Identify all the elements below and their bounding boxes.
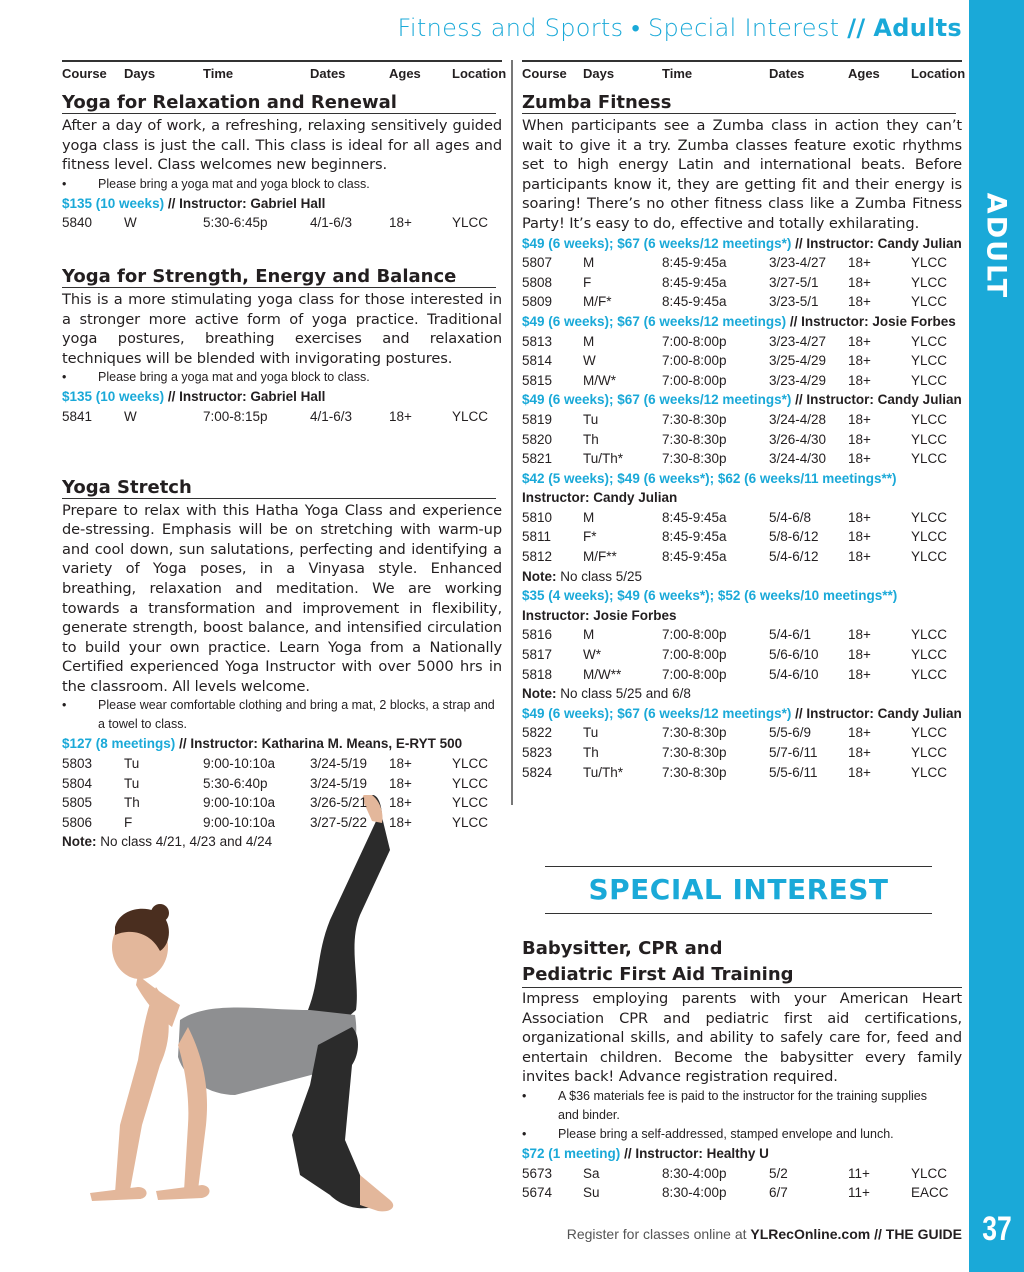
- table-row: [522, 292, 962, 312]
- course-price: $135 (10 weeks): [62, 389, 165, 405]
- course-instructor: // Instructor: Healthy U: [624, 1145, 769, 1161]
- course-price-line: [522, 704, 962, 724]
- cell-location: YLCC: [911, 666, 948, 682]
- cell-ages: 18+: [848, 372, 871, 388]
- cell-days: Tu/Th*: [583, 764, 624, 780]
- cell-days: Th: [583, 431, 599, 447]
- cell-time: 7:00-8:15p: [203, 408, 268, 424]
- course-description: After a day of work, a refreshing, relaxing sensitively guided yoga class is just the call. This class is ideal for all ages and fitness level. Class welcomes new beginners.: [62, 117, 502, 174]
- cell-ages: 18+: [848, 509, 871, 525]
- cell-dates: 6/7: [769, 1185, 788, 1201]
- cell-days: M: [583, 255, 595, 271]
- course-price: $42 (5 weeks); $49 (6 weeks*); $62 (6 weeks/11 meetings**): [522, 470, 897, 486]
- cell-location: YLCC: [911, 725, 948, 741]
- cell-dates: 5/8-6/12: [769, 529, 819, 545]
- left-column: [62, 60, 507, 852]
- header-ages: Ages: [389, 66, 421, 81]
- course-price: $49 (6 weeks); $67 (6 weeks/12 meetings*): [522, 235, 792, 251]
- audience-label: Adults: [873, 14, 962, 42]
- course-instructor: // Instructor: Gabriel Hall: [167, 195, 326, 211]
- cell-dates: 5/4-6/8: [769, 509, 812, 525]
- table-row: [62, 213, 502, 233]
- cell-time: 8:45-9:45a: [662, 274, 727, 290]
- cell-course: 5819: [522, 411, 553, 427]
- cell-days: M/F**: [583, 549, 617, 565]
- note-text: No class 5/25: [556, 568, 643, 584]
- cell-course: 5674: [522, 1185, 553, 1201]
- cell-location: YLCC: [911, 549, 948, 565]
- course-note: [522, 567, 962, 587]
- cell-location: YLCC: [911, 333, 948, 349]
- course-price-line: [522, 234, 962, 254]
- cell-location: YLCC: [452, 814, 489, 830]
- cell-days: F: [124, 814, 133, 830]
- course-title: Yoga for Strength, Energy and Balance: [62, 266, 496, 288]
- course-bullet: • Please bring a yoga mat and yoga block to class.: [62, 175, 502, 194]
- cell-time: 8:45-9:45a: [662, 529, 727, 545]
- cell-dates: 5/7-6/11: [769, 745, 818, 760]
- cell-course: 5803: [62, 756, 93, 772]
- cell-location: YLCC: [911, 451, 948, 467]
- course-bullet: • Please bring a yoga mat and yoga block to class.: [62, 368, 502, 387]
- cell-dates: 3/23-4/27: [769, 255, 827, 271]
- cell-dates: 3/24-4/28: [769, 411, 827, 427]
- footer-website-link[interactable]: YLRecOnline.com: [750, 1226, 871, 1242]
- cell-course: 5806: [62, 814, 93, 830]
- course-price: $127 (8 meetings): [62, 736, 176, 752]
- cell-days: M: [583, 627, 595, 643]
- column-divider: [511, 60, 513, 805]
- course-instructor: Instructor: Josie Forbes: [522, 607, 677, 623]
- cell-days: Th: [583, 745, 599, 760]
- cell-days: M: [583, 333, 595, 349]
- header-course: Course: [62, 66, 107, 81]
- cell-course: 5809: [522, 294, 553, 310]
- cell-dates: 3/24-4/30: [769, 451, 827, 467]
- cell-days: W*: [583, 647, 601, 663]
- course-bullet: [62, 696, 502, 734]
- course-price-line: [62, 194, 502, 214]
- cell-course: 5808: [522, 274, 553, 290]
- cell-location: YLCC: [911, 745, 948, 760]
- cell-location: YLCC: [452, 775, 489, 791]
- cell-days: W: [124, 408, 137, 424]
- cell-course: 5822: [522, 725, 553, 741]
- cell-location: YLCC: [911, 647, 948, 663]
- bullet-line: A $36 materials fee is paid to the instructor for the training supplies: [558, 1088, 927, 1103]
- cell-ages: 18+: [848, 725, 871, 741]
- cell-ages: 18+: [848, 764, 871, 780]
- cell-days: Th: [124, 795, 140, 811]
- cell-time: 8:30-4:00p: [662, 1185, 727, 1201]
- cell-ages: 18+: [848, 294, 871, 310]
- cell-course: 5673: [522, 1165, 553, 1181]
- cell-time: 5:30-6:40p: [203, 775, 268, 791]
- cell-dates: 3/23-5/1: [769, 294, 819, 310]
- cell-dates: 5/4-6/1: [769, 627, 812, 643]
- cell-time: 8:45-9:45a: [662, 509, 727, 525]
- cell-days: Tu: [124, 756, 140, 772]
- bullet-line: a towel to class.: [98, 717, 187, 732]
- table-row: [522, 430, 962, 450]
- course-bullet: [522, 1087, 962, 1125]
- course-price-line: [62, 387, 502, 407]
- cell-dates: 5/5-6/9: [769, 725, 812, 741]
- cell-days: W: [583, 353, 596, 369]
- cell-location: YLCC: [911, 1165, 948, 1181]
- course-note: [62, 832, 502, 852]
- table-row: [522, 665, 962, 685]
- cell-time: 8:45-9:45a: [662, 549, 727, 565]
- table-row: [522, 743, 962, 763]
- cell-days: W: [124, 215, 137, 231]
- cell-location: YLCC: [911, 627, 948, 643]
- cell-ages: 18+: [389, 408, 412, 424]
- cell-dates: 3/25-4/29: [769, 353, 827, 369]
- cell-days: Su: [583, 1185, 600, 1201]
- cell-course: 5821: [522, 451, 553, 467]
- cell-ages: 18+: [848, 745, 871, 760]
- course-description: Impress employing parents with your American Heart Association CPR and pediatric first aid certifications, organizational skills, and ability to safely care for, feed and entertain children. Become the babysitter every family invites back! Advance registration required.: [522, 990, 962, 1086]
- cell-ages: 18+: [389, 215, 412, 231]
- course-price: $72 (1 meeting): [522, 1145, 621, 1161]
- cell-ages: 18+: [848, 431, 871, 447]
- cell-ages: 18+: [848, 353, 871, 369]
- course-price: $49 (6 weeks); $67 (6 weeks/12 meetings): [522, 313, 787, 329]
- table-row: [522, 410, 962, 430]
- cell-ages: 18+: [848, 255, 871, 271]
- babysitter-course: [522, 935, 962, 1203]
- table-row: [62, 813, 502, 833]
- bullet-line: Please wear comfortable clothing and bring a mat, 2 blocks, a strap and: [98, 698, 495, 713]
- cell-days: M/F*: [583, 294, 612, 310]
- cell-location: YLCC: [911, 372, 948, 388]
- cell-course: 5804: [62, 775, 93, 791]
- course-price: $35 (4 weeks); $49 (6 weeks*); $52 (6 weeks/10 meetings**): [522, 588, 898, 604]
- course-instructor: // Instructor: Candy Julian: [795, 235, 962, 251]
- cell-location: YLCC: [452, 215, 489, 231]
- cell-location: YLCC: [452, 408, 489, 424]
- course-description: When participants see a Zumba class in action they can’t wait to give it a try. Zumba classes feature exotic rhythms set to high energy Latin and international beats. Before participants know it, they are getting fit and their energy is soaring! There’s no other fitness class like a Zumba Fitness Party! It’s easy to do, effective and totally exhilarating.: [522, 117, 962, 232]
- page-number: 37: [982, 1210, 1012, 1248]
- footer-guide-label: // THE GUIDE: [870, 1226, 962, 1242]
- cell-ages: 18+: [848, 549, 871, 565]
- header-location: Location: [911, 66, 966, 81]
- cell-ages: 18+: [848, 647, 871, 663]
- course-instructor: // Instructor: Candy Julian: [795, 705, 962, 721]
- cell-course: 5811: [522, 529, 552, 545]
- note-text: No class 4/21, 4/23 and 4/24: [96, 834, 273, 850]
- cell-dates: 5/5-6/11: [769, 764, 818, 780]
- section-title: Fitness and Sports • Special Interest: [397, 14, 840, 42]
- header-course: Course: [522, 66, 567, 81]
- table-row: [62, 774, 502, 794]
- cell-location: YLCC: [911, 764, 948, 780]
- cell-time: 7:30-8:30p: [662, 725, 727, 741]
- cell-ages: 18+: [389, 775, 412, 791]
- side-tab-label: ADULT: [980, 192, 1012, 300]
- cell-days: Tu: [583, 725, 599, 741]
- cell-course: 5841: [62, 408, 93, 424]
- cell-course: 5814: [522, 353, 553, 369]
- header-days: Days: [124, 66, 156, 81]
- cell-time: 7:00-8:00p: [662, 353, 727, 369]
- page-header: [398, 14, 962, 43]
- course-title-line1: Babysitter, CPR and: [522, 938, 723, 959]
- cell-course: 5818: [522, 666, 553, 682]
- course-price: $49 (6 weeks); $67 (6 weeks/12 meetings*): [522, 392, 792, 408]
- table-row: [522, 763, 962, 783]
- table-row: [522, 273, 962, 293]
- cell-dates: 5/2: [769, 1165, 788, 1181]
- cell-course: 5816: [522, 627, 553, 643]
- table-row: [522, 371, 962, 391]
- page-footer: [567, 1226, 962, 1242]
- table-row: [522, 1183, 962, 1203]
- special-interest-heading: SPECIAL INTEREST: [588, 873, 889, 906]
- cell-course: 5813: [522, 333, 553, 349]
- table-row: [62, 407, 502, 427]
- cell-dates: 4/1-6/3: [310, 408, 353, 424]
- table-row: [522, 625, 962, 645]
- cell-dates: 4/1-6/3: [310, 215, 353, 231]
- cell-course: 5815: [522, 372, 553, 388]
- cell-dates: 3/24-5/19: [310, 756, 368, 772]
- cell-ages: 18+: [389, 795, 412, 811]
- table-row: [522, 508, 962, 528]
- cell-days: F: [583, 274, 592, 290]
- cell-time: 7:00-8:00p: [662, 627, 727, 643]
- header-dates: Dates: [310, 66, 346, 81]
- cell-course: 5820: [522, 431, 553, 447]
- cell-dates: 3/24-5/19: [310, 775, 368, 791]
- cell-days: Tu: [124, 775, 140, 791]
- course-price-line: [522, 390, 962, 410]
- cell-time: 8:30-4:00p: [662, 1165, 727, 1181]
- cell-location: YLCC: [911, 353, 948, 369]
- course-instructor: // Instructor: Josie Forbes: [789, 313, 956, 329]
- header-time: Time: [203, 66, 234, 81]
- right-column: [522, 60, 966, 782]
- cell-days: Tu/Th*: [583, 451, 624, 467]
- cell-time: 7:30-8:30p: [662, 411, 727, 427]
- header-location: Location: [452, 66, 507, 81]
- header-ages: Ages: [848, 66, 880, 81]
- table-row: [522, 723, 962, 743]
- course-instructor: // Instructor: Katharina M. Means, E-RYT 500: [179, 736, 463, 752]
- table-row: [522, 332, 962, 352]
- cell-days: Sa: [583, 1165, 600, 1181]
- cell-location: YLCC: [911, 509, 948, 525]
- cell-ages: 18+: [389, 814, 412, 830]
- table-row: [522, 449, 962, 469]
- course-instructor: Instructor: Candy Julian: [522, 490, 678, 506]
- header-time: Time: [662, 66, 693, 81]
- yoga-pose-illustration: [60, 795, 520, 1215]
- table-row: [62, 754, 502, 774]
- cell-location: YLCC: [452, 795, 489, 811]
- cell-course: 5840: [62, 215, 93, 231]
- cell-ages: 11+: [848, 1185, 870, 1201]
- cell-dates: 5/4-6/12: [769, 549, 819, 565]
- table-row: [522, 527, 962, 547]
- table-header: [522, 60, 966, 86]
- cell-days: M: [583, 509, 595, 525]
- note-text: No class 5/25 and 6/8: [556, 686, 691, 702]
- cell-ages: 18+: [389, 756, 412, 772]
- cell-time: 7:30-8:30p: [662, 451, 727, 467]
- cell-days: M/W*: [583, 372, 616, 388]
- cell-time: 7:00-8:00p: [662, 647, 727, 663]
- bullet-line: and binder.: [558, 1107, 620, 1122]
- course-title: Yoga Stretch: [62, 477, 496, 499]
- cell-course: 5805: [62, 795, 93, 811]
- cell-location: YLCC: [452, 756, 489, 772]
- course-description: This is a more stimulating yoga class for those interested in a stronger more active form of yoga practice. Traditional yoga postures, breathing exercises and relaxation techniques will be blended with invigorating postures.: [62, 290, 502, 367]
- note-label: Note:: [62, 834, 97, 850]
- course-price: $135 (10 weeks): [62, 195, 165, 211]
- cell-dates: 3/23-4/27: [769, 333, 827, 349]
- cell-ages: 18+: [848, 666, 871, 682]
- cell-ages: 18+: [848, 274, 871, 290]
- cell-time: 7:30-8:30p: [662, 431, 727, 447]
- cell-course: 5823: [522, 745, 553, 760]
- course-price: $49 (6 weeks); $67 (6 weeks/12 meetings*): [522, 705, 792, 721]
- header-days: Days: [583, 66, 615, 81]
- table-row: [522, 547, 962, 567]
- cell-ages: 11+: [848, 1165, 870, 1181]
- cell-course: 5812: [522, 549, 553, 565]
- cell-ages: 18+: [848, 451, 871, 467]
- cell-dates: 3/23-4/29: [769, 372, 827, 388]
- cell-dates: 5/6-6/10: [769, 647, 819, 663]
- table-row: [522, 253, 962, 273]
- cell-location: YLCC: [911, 274, 948, 290]
- cell-dates: 3/26-5/21: [310, 795, 368, 811]
- cell-ages: 18+: [848, 627, 871, 643]
- cell-days: F*: [583, 529, 597, 545]
- cell-dates: 3/27-5/1: [769, 274, 819, 290]
- cell-time: 9:00-10:10a: [203, 795, 276, 811]
- cell-time: 9:00-10:10a: [203, 814, 276, 830]
- cell-ages: 18+: [848, 333, 871, 349]
- footer-text: Register for classes online at: [566, 1226, 751, 1242]
- cell-course: 5824: [522, 764, 553, 780]
- cell-days: Tu: [583, 411, 599, 427]
- cell-dates: 5/4-6/10: [769, 666, 819, 682]
- course-description: Prepare to relax with this Hatha Yoga Class and experience de-stressing. Emphasis will be on stretching with warm-up and cool down, sun salutations, perfecting and identifying a variety of Yoga poses, in a Vinyasa style. Enhanced breathing, relaxation and meditation. We are working towards a transformation and improvement in flexibility, generate strength, boost balance, and intensified circulation to build your own practice. Learn Yoga from a Nationally Certified experienced Yoga Instructor with over 5000 hrs in the classroom. All levels welcome.: [62, 501, 502, 695]
- cell-time: 5:30-6:45p: [203, 215, 268, 231]
- course-title: Zumba Fitness: [522, 92, 956, 114]
- section-rule-top: [545, 866, 932, 867]
- cell-time: 8:45-9:45a: [662, 255, 727, 271]
- table-row: [522, 351, 962, 371]
- cell-course: 5817: [522, 647, 553, 663]
- table-row: [62, 793, 502, 813]
- cell-location: YLCC: [911, 411, 948, 427]
- cell-ages: 18+: [848, 529, 871, 545]
- side-tab: [969, 0, 1024, 1272]
- header-separator: //: [847, 14, 866, 42]
- cell-time: 7:30-8:30p: [662, 745, 727, 760]
- course-title-line2: Pediatric First Aid Training: [522, 963, 962, 988]
- course-instructor: // Instructor: Candy Julian: [795, 392, 962, 408]
- cell-time: 7:00-8:00p: [662, 333, 727, 349]
- cell-time: 7:00-8:00p: [662, 372, 727, 388]
- cell-dates: 3/27-5/22: [310, 814, 368, 830]
- course-instructor: // Instructor: Gabriel Hall: [167, 389, 326, 405]
- course-price-line: [522, 312, 962, 332]
- cell-location: EACC: [911, 1185, 949, 1201]
- table-row: [522, 1164, 962, 1184]
- course-title: Yoga for Relaxation and Renewal: [62, 92, 496, 114]
- cell-ages: 18+: [848, 411, 871, 427]
- cell-location: YLCC: [911, 255, 948, 271]
- section-rule-bottom: [545, 913, 932, 914]
- cell-time: 7:00-8:00p: [662, 666, 727, 682]
- table-header: [62, 60, 507, 86]
- cell-time: 7:30-8:30p: [662, 764, 727, 780]
- table-row: [522, 645, 962, 665]
- cell-time: 9:00-10:10a: [203, 756, 276, 772]
- course-note: [522, 684, 962, 704]
- cell-days: M/W**: [583, 666, 622, 682]
- note-label: Note:: [522, 568, 557, 584]
- cell-time: 8:45-9:45a: [662, 294, 727, 310]
- note-label: Note:: [522, 686, 557, 702]
- cell-course: 5807: [522, 255, 553, 271]
- cell-course: 5810: [522, 509, 553, 525]
- cell-dates: 3/26-4/30: [769, 431, 827, 447]
- course-bullet: • Please bring a self-addressed, stamped envelope and lunch.: [522, 1125, 962, 1144]
- header-dates: Dates: [769, 66, 805, 81]
- course-price-line: [62, 734, 502, 754]
- cell-location: YLCC: [911, 431, 948, 447]
- cell-location: YLCC: [911, 529, 948, 545]
- cell-location: YLCC: [911, 294, 948, 310]
- course-price-line: [522, 1144, 962, 1164]
